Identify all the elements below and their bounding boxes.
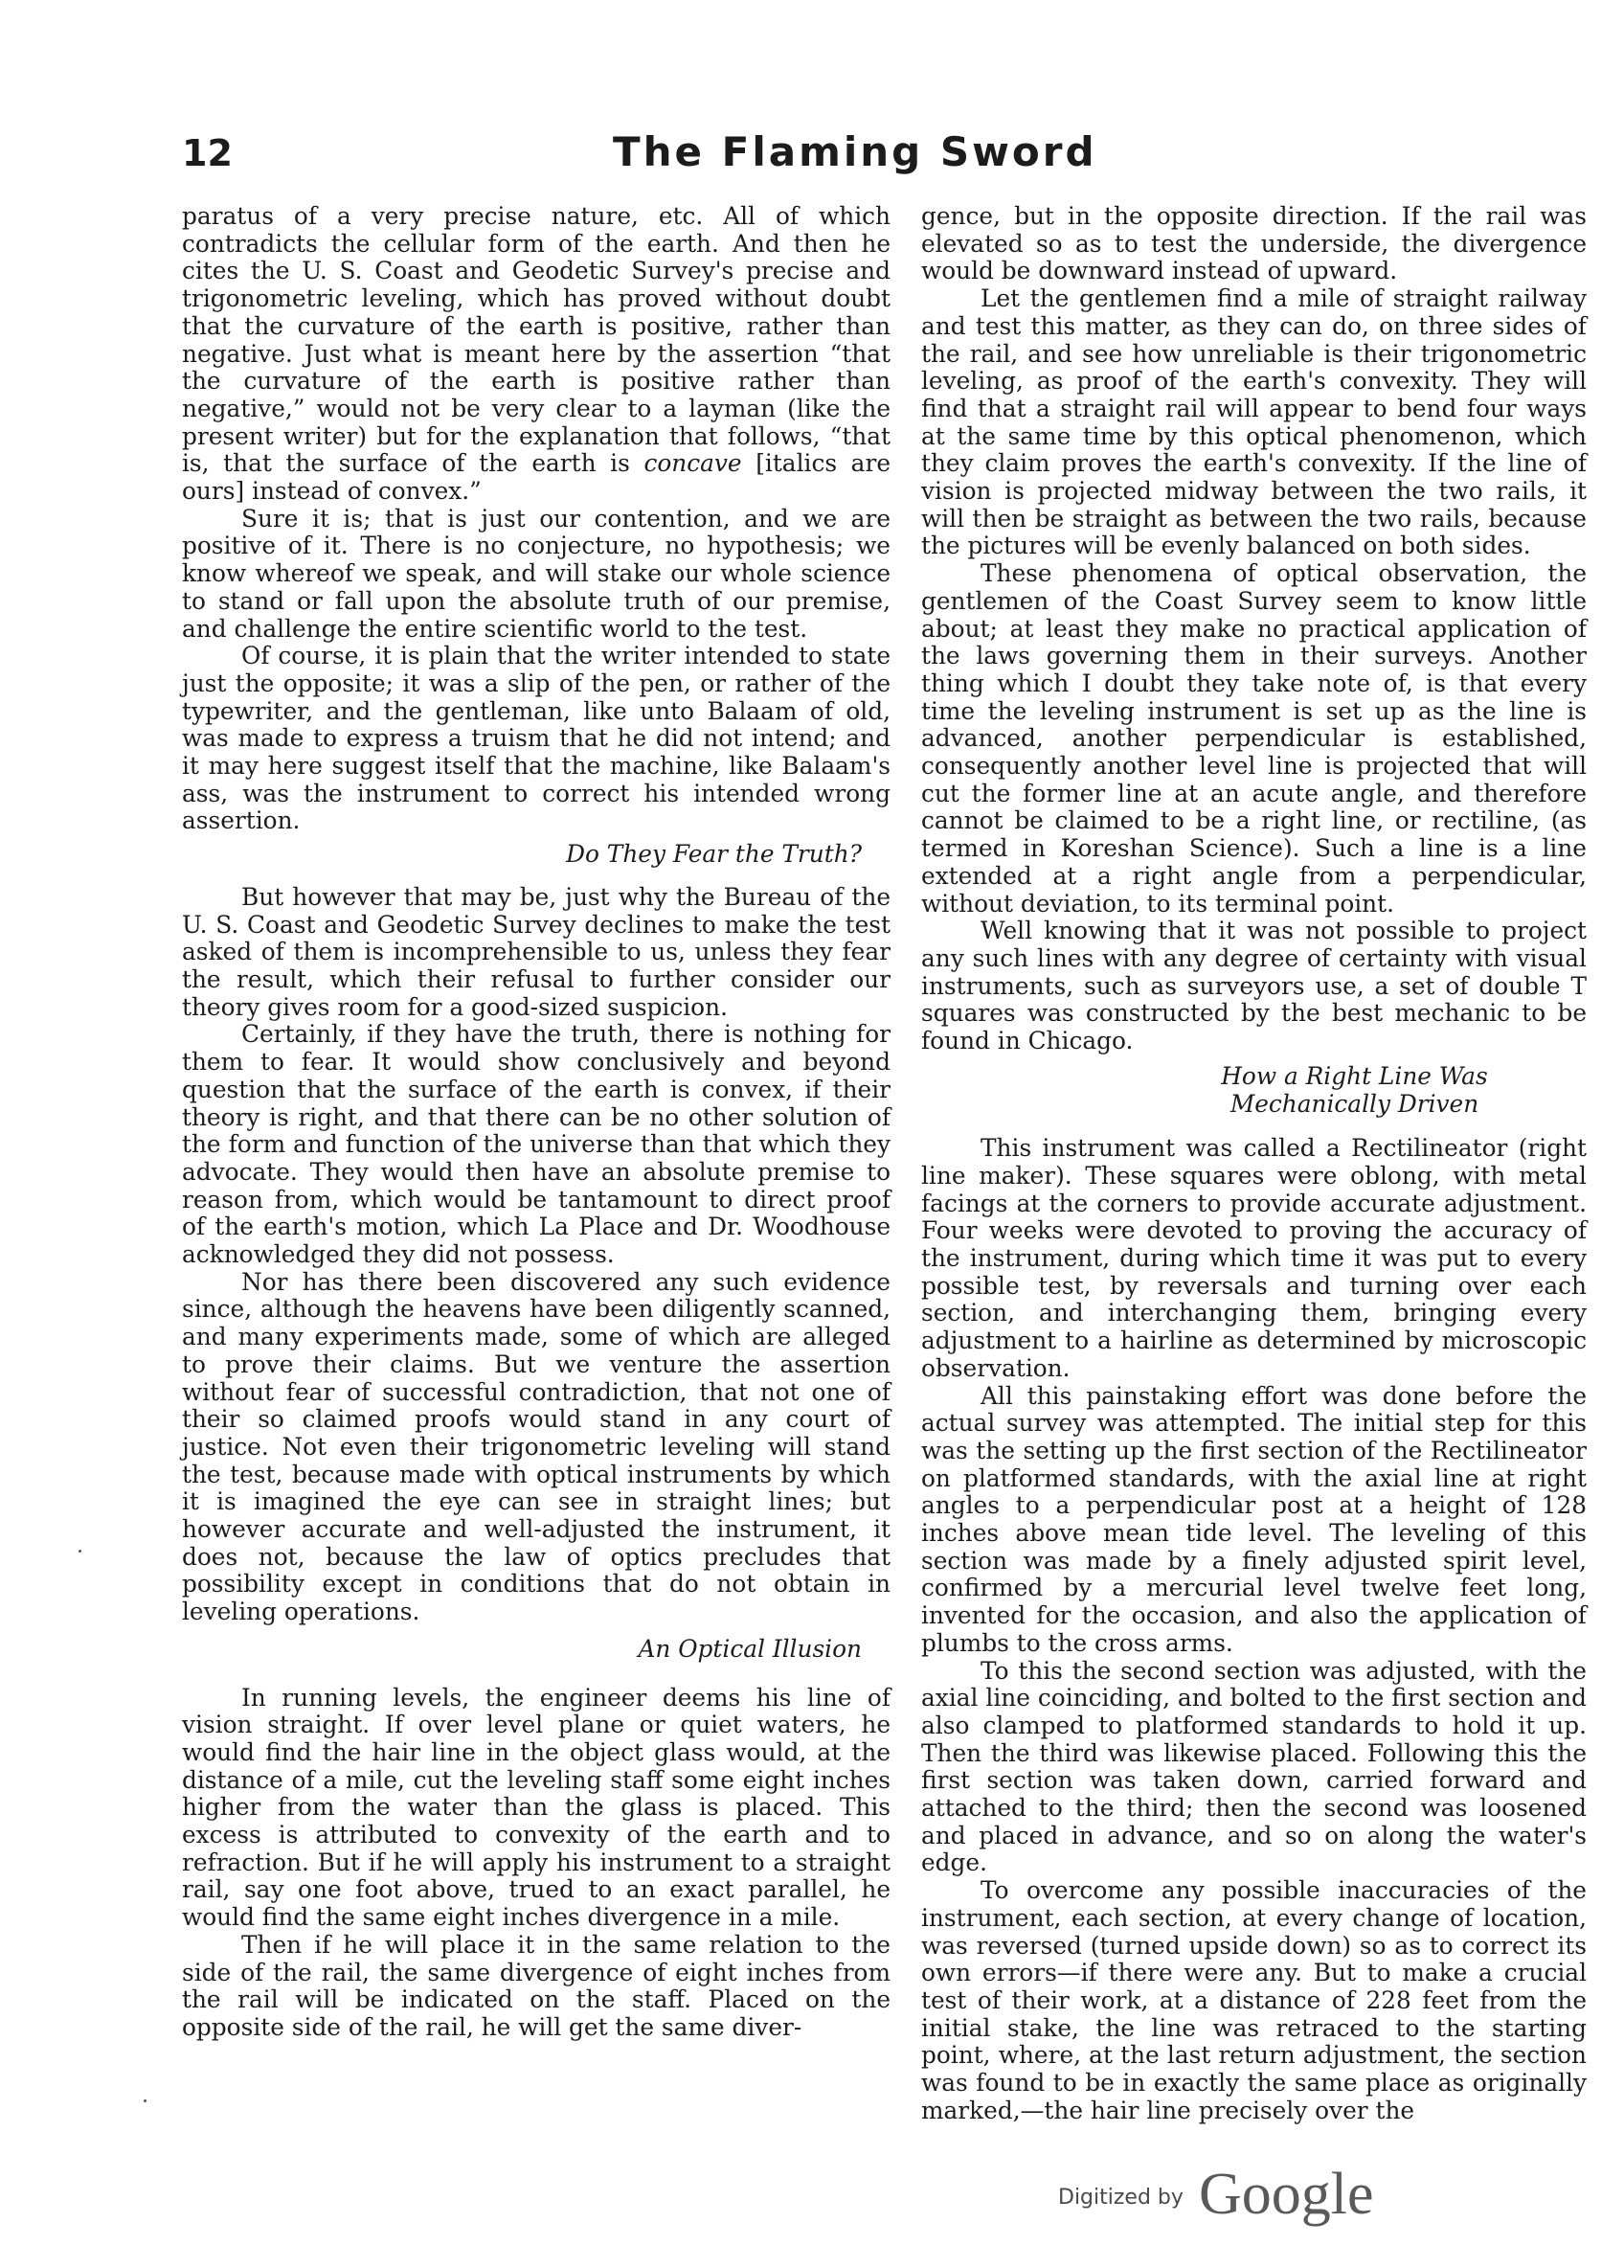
page-number: 12 [182, 132, 233, 174]
paragraph [182, 203, 891, 506]
scan-speck [79, 1550, 81, 1553]
paragraph: To this the second section was adjusted, with the axial line coinciding, and bolted to the first section and also clamped to platformed standards to hold it up. Then the third was likewise placed. Following this the first section was taken down, carried forward and attached to the third; then the second was loosened and placed in advance, and so on along the water's edge. [921, 1656, 1587, 1877]
section-heading-line: Mechanically Driven [1229, 1089, 1479, 1118]
italic-word: concave [643, 449, 742, 478]
paragraph: Of course, it is plain that the writer intended to state just the opposite; it was a slip of the pen, or rather of the typewriter, and the gentleman, like unto Balaam of old, was made to express a truism that he did not intend; and it may here suggest itself that the machine, like Balaam's ass, was the instrument to correct his intended wrong assertion. [182, 642, 891, 835]
section-heading: An Optical Illusion [638, 1634, 862, 1663]
paragraph: Nor has there been discovered any such evidence since, although the heavens have been diligently scanned, and many experiments made, some of which are alleged to prove their claims. But we venture the assertion without fear of successful contradiction, that not one of their so claimed proofs would stand in any court of justice. Not even their trigonometric leveling will stand the test, because made with optical instruments by which it is imagined the eye can see in straight lines; but however accurate and well-adjusted the instrument, it does not, because the law of optics precludes that possibility except in conditions that do not obtain in leveling operations. [182, 1267, 891, 1626]
digitized-by-label: Digitized by [1058, 2186, 1184, 2210]
section-heading: Do They Fear the Truth? [566, 840, 862, 869]
section-heading-line: How a Right Line Was [1221, 1061, 1488, 1090]
google-logo: Google [1199, 2162, 1374, 2227]
paragraph-text: [italics are ours] instead of convex.” [182, 449, 891, 506]
section-heading [921, 1063, 1587, 1118]
paragraph: To overcome any possible inaccuracies of the instrument, each section, at every change of location, was reversed (turned upside down) so as to correct its own errors—if there were any. But to make a crucial test of their work, at a distance of 228 feet from the initial stake, the line was retraced to the starting point, where, at the last return adjustment, the section was found to be in exactly the same place as originally marked,—the hair line precisely over the [921, 1876, 1587, 2124]
paragraph: gence, but in the opposite direction. If the rail was elevated so as to test the underside, the divergence would be downward instead of upward. [921, 202, 1587, 285]
paragraph: All this painstaking effort was done before the actual survey was attempted. The initial step for this was the setting up the first section of the Rectilineator on platformed standards, with the axial line at right angles to a perpendicular post at a height of 128 inches above mean tide level. The leveling of this section was made by a finely adjusted spirit level, confirmed by a mercurial level twelve feet long, invented for the occasion, and also the application of plumbs to the cross arms. [921, 1381, 1587, 1657]
paragraph: This instrument was called a Rectilineator (right line maker). These squares were oblong, with metal facings at the corners to provide accurate adjustment. Four weeks were devoted to proving the accuracy of the instrument, during which time it was put to every possible test, by reversals and turning over each section, and interchanging them, bringing every adjustment to a hairline as determined by microscopic observation. [921, 1134, 1587, 1382]
paragraph: Let the gentlemen find a mile of straight railway and test this matter, as they can do, on three sides of the rail, and see how unreliable is their trigonometric leveling, as proof of the earth's convexity. They will find that a straight rail will appear to bend four ways at the same time by this optical phenomenon, which they claim proves the earth's convexity. If the line of vision is projected midway between the two rails, it will then be straight as between the two rails, because the pictures will be evenly balanced on both sides. [921, 284, 1587, 560]
paragraph: But however that may be, just why the Bureau of the U. S. Coast and Geodetic Survey declines to make the test asked of them is incomprehensible to us, unless they fear the result, which their refusal to further consider our theory gives room for a good-sized suspicion. [182, 882, 891, 1021]
paragraph: Sure it is; that is just our contention, and we are positive of it. There is no conjecture, no hypothesis; we know whereof we speak, and will stake our whole science to stand or fall upon the absolute truth of our premise, and challenge the entire scientific world to the test. [182, 504, 891, 643]
paragraph: In running levels, the engineer deems his line of vision straight. If over level plane or quiet waters, he would find the hair line in the object glass would, at the distance of a mile, cut the leveling staff some eight inches higher from the water than the glass is placed. This excess is attributed to convexity of the earth and to refraction. But if he will apply his instrument to a straight rail, say one foot above, trued to an exact parallel, he would find the same eight inches divergence in a mile. [182, 1683, 891, 1932]
right-column [921, 203, 1587, 2125]
paragraph: Certainly, if they have the truth, there is nothing for them to fear. It would show conclusively and beyond question that the surface of the earth is convex, if their theory is right, and that there can be no other solution of the form and function of the universe than that which they advocate. They would then have an absolute premise to reason from, which would be tantamount to direct proof of the earth's motion, which La Place and Dr. Woodhouse acknowledged they did not possess. [182, 1020, 891, 1269]
scan-speck [144, 2099, 147, 2102]
paragraph: These phenomena of optical observation, the gentlemen of the Coast Survey seem to know little about; at least they make no practical application of the laws governing them in their surveys. Another thing which I doubt they take note of, is that every time the leveling instrument is set up as the line is advanced, another perpendicular is established, consequently another level line is projected that will cut the former line at an acute angle, and therefore cannot be claimed to be a right line, or rectiline, (as termed in Koreshan Science). Such a line is a line extended at a right angle from a perpendicular, without deviation, to its terminal point. [921, 559, 1587, 918]
paragraph-text: paratus of a very precise nature, etc. All of which contradicts the cellular form of the earth. And then he cites the U. S. Coast and Geodetic Survey's precise and trigonometric leveling, which has proved without doubt that the curvature of the earth is positive, rather than negative. Just what is meant here by the assertion “that the curvature of the earth is positive rather than negative,” would not be very clear to a layman (like the present writer) but for the explanation that follows, “that is, that the surface of the earth is [182, 202, 891, 478]
running-head-title: The Flaming Sword [613, 128, 1097, 175]
paragraph: Then if he will place it in the same relation to the side of the rail, the same divergence of eight inches from the rail will be indicated on the staff. Placed on the opposite side of the rail, he will get the same diver- [182, 1930, 891, 2041]
paragraph: Well knowing that it was not possible to project any such lines with any degree of certainty with visual instruments, such as surveyors use, a set of double T squares was constructed by the best mechanic to be found in Chicago. [921, 917, 1587, 1055]
left-column [182, 203, 891, 2042]
